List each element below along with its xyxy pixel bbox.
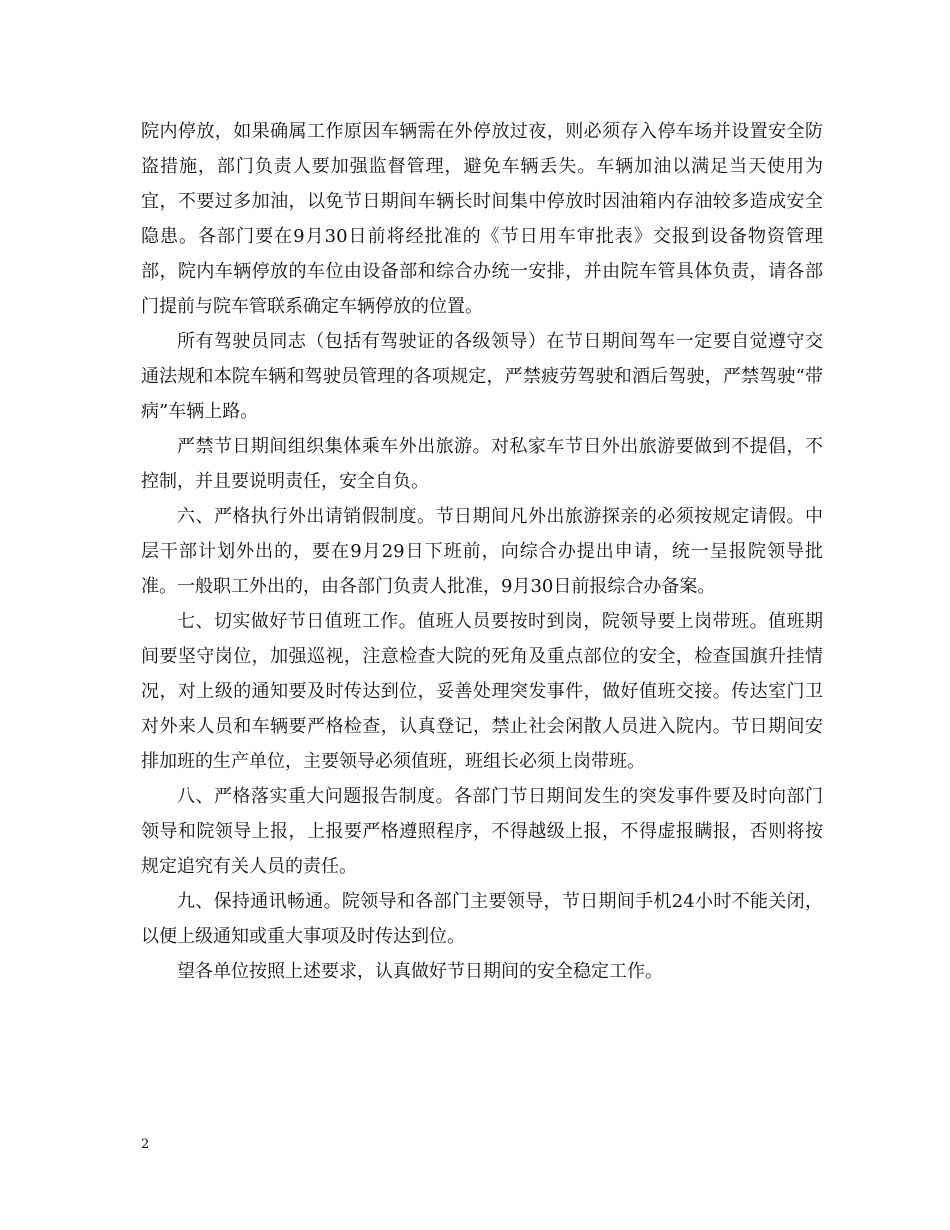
paragraph-drivers: 所有驾驶员同志（包括有驾驶证的各级领导）在节日期间驾车一定要自觉遵守交通法规和本院车辆和驾驶员管理的各项规定，严禁疲劳驾驶和酒后驾驶，严禁驾驶“带病”车辆上路。	[141, 331, 823, 422]
page-number: 2	[141, 1137, 150, 1152]
paragraph-duty-work: 七、切实做好节日值班工作。值班人员要按时到岗，院领导要上岗带班。值班期间要坚守岗位，加强巡视，注意检查大院的死角及重点部位的安全，检查国旗升挂情况，对上级的通知要及时传达到位，妥善处理突发事件，做好值班交接。传达室门卫对外来人员和车辆要严格检查，认真登记，禁止社会闲散人员进入院内。节日期间安排加班的生产单位，主要领导必须值班，班组长必须上岗带班。	[141, 611, 823, 772]
paragraph-leave-system: 六、严格执行外出请销假制度。节日期间凡外出旅游探亲的必须按规定请假。中层干部计划外出的，要在9月29日下班前，向综合办提出申请，统一呈报院领导批准。一般职工外出的，由各部门负责人批准，9月30日前报综合办备案。	[141, 506, 823, 597]
paragraph-vehicle-parking: 院内停放，如果确属工作原因车辆需在外停放过夜，则必须存入停车场并设置安全防盗措施，部门负责人要加强监督管理，避免车辆丢失。车辆加油以满足当天使用为宜，不要过多加油，以免节日期间车辆长时间集中停放时因油箱内存油较多造成安全隐患。各部门要在9月30日前将经批准的《节日用车审批表》交报到设备物资管理部，院内车辆停放的车位由设备部和综合办统一安排，并由院车管具体负责，请各部门提前与院车管联系确定车辆停放的位置。	[141, 121, 823, 317]
paragraph-group-travel: 严禁节日期间组织集体乘车外出旅游。对私家车节日外出旅游要做到不提倡，不控制，并且要说明责任，安全自负。	[141, 436, 823, 492]
document-body	[141, 114, 823, 989]
paragraph-closing: 望各单位按照上述要求，认真做好节日期间的安全稳定工作。	[177, 961, 663, 982]
paragraph-reporting-system: 八、严格落实重大问题报告制度。各部门节日期间发生的突发事件要及时向部门领导和院领导上报，上报要严格遵照程序，不得越级上报，不得虚报瞒报，否则将按规定追究有关人员的责任。	[141, 786, 823, 877]
paragraph-communication: 九、保持通讯畅通。院领导和各部门主要领导，节日期间手机24小时不能关闭，以便上级通知或重大事项及时传达到位。	[141, 891, 823, 947]
